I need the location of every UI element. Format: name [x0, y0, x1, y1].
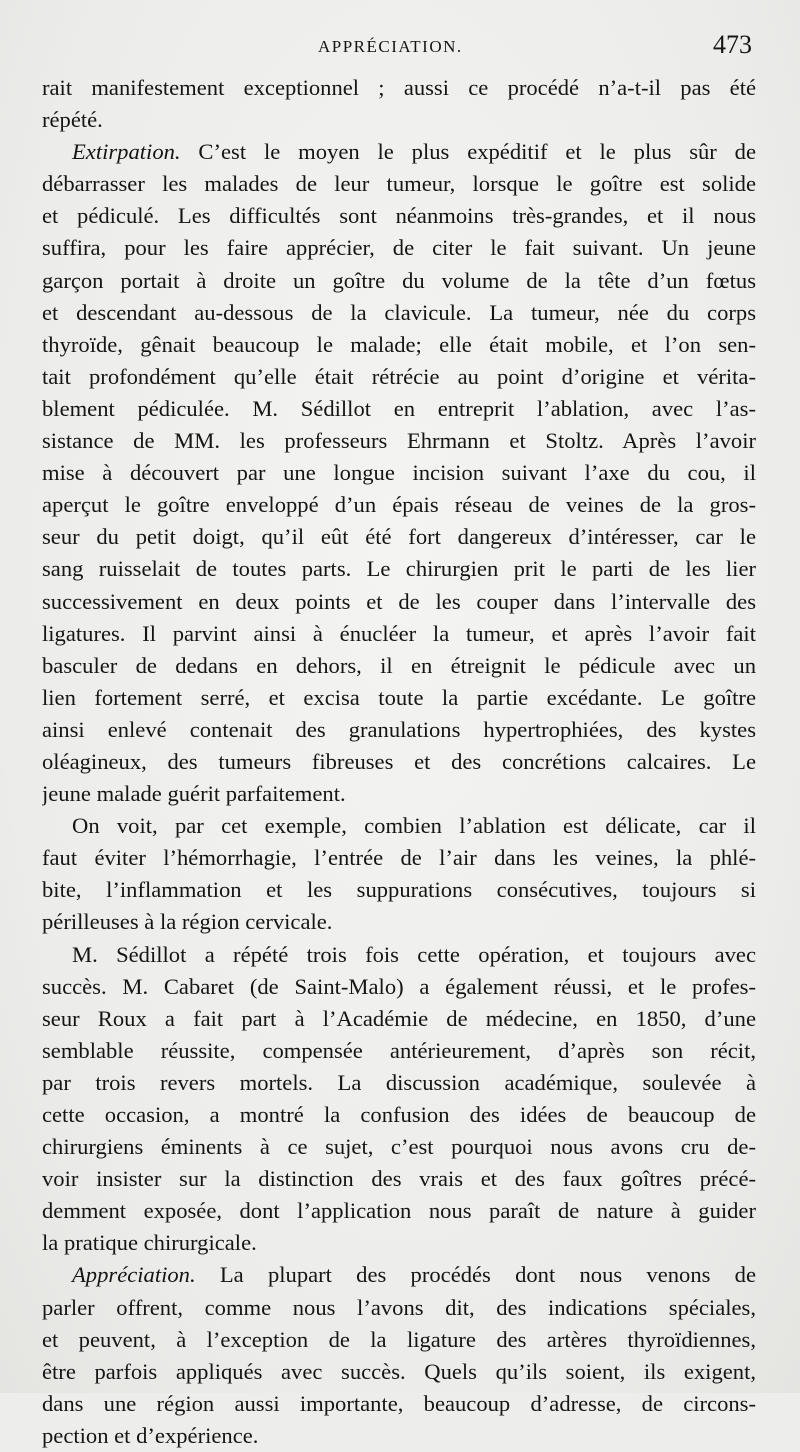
text-line [42, 72, 756, 104]
text-line [42, 1131, 756, 1163]
line-text: répété. [42, 107, 103, 133]
line-text: la pratique chirurgicale. [42, 1230, 257, 1256]
running-head [0, 30, 800, 70]
paragraph-lead: Appréciation. [72, 1262, 196, 1288]
line-text: bite, l’inflammation et les suppurations consécutives, toujours si [42, 877, 756, 903]
text-line [42, 1035, 756, 1067]
text-line [42, 553, 756, 585]
line-text: ainsi enlevé contenait des granulations hypertrophiées, des kystes [42, 716, 756, 742]
text-line [42, 1099, 756, 1131]
text-line [42, 393, 756, 425]
line-text: et pédiculé. Les difficultés sont néanmoins très-grandes, et il nous [42, 203, 756, 229]
text-line [42, 746, 756, 778]
text-line [42, 650, 756, 682]
text-line [42, 136, 756, 168]
text-line [42, 874, 756, 906]
text-line [42, 297, 756, 329]
line-text: mise à découvert par une longue incision suivant l’axe du cou, il [42, 460, 756, 486]
line-text: blement pédiculée. M. Sédillot en entreprit l’ablation, avec l’as- [42, 395, 756, 421]
text-line [42, 1003, 756, 1035]
text-line [42, 1227, 756, 1259]
line-text: seur du petit doigt, qu’il eût été fort dangereux d’intéresser, car le [42, 524, 756, 550]
text-line [42, 810, 756, 842]
text-line [42, 1195, 756, 1227]
line-text: succès. M. Cabaret (de Saint-Malo) a également réussi, et le profes- [42, 973, 756, 999]
text-line [42, 329, 756, 361]
paragraph-lead: Extirpation. [72, 139, 181, 165]
text-line [42, 1259, 756, 1291]
line-text: M. Sédillot a répété trois fois cette opération, et toujours avec [72, 941, 756, 967]
page-number: 473 [713, 30, 752, 59]
text-line [42, 457, 756, 489]
line-text: chirurgiens éminents à ce sujet, c’est pourquoi nous avons cru de- [42, 1134, 756, 1160]
line-text: semblable réussite, compensée antérieurement, d’après son récit, [42, 1037, 756, 1063]
text-line [42, 521, 756, 553]
text-line [42, 682, 756, 714]
text-line [42, 618, 756, 650]
text-line [42, 1292, 756, 1324]
line-text: pection et d’expérience. [42, 1422, 259, 1448]
line-text: voir insister sur la distinction des vrais et des faux goîtres précé- [42, 1166, 756, 1192]
line-text: dans une région aussi importante, beaucoup d’adresse, de circons- [42, 1390, 756, 1416]
line-text: garçon portait à droite un goître du volume de la tête d’un fœtus [42, 267, 756, 293]
text-line [42, 778, 756, 810]
line-text: On voit, par cet exemple, combien l’ablation est délicate, car il [72, 813, 756, 839]
line-text: cette occasion, a montré la confusion des idées de beaucoup de [42, 1102, 756, 1127]
text-line [42, 104, 756, 136]
text-line [42, 1163, 756, 1195]
line-text: aperçut le goître enveloppé d’un épais réseau de veines de la gros- [42, 492, 756, 518]
text-line [42, 939, 756, 971]
line-text: et descendant au-dessous de la clavicule. La tumeur, née du corps [42, 299, 756, 325]
line-text: successivement en deux points et de les couper dans l’intervalle des [42, 588, 756, 614]
text-line [42, 586, 756, 618]
text-line [42, 971, 756, 1003]
line-text: et peuvent, à l’exception de la ligature des artères thyroïdiennes, [42, 1326, 756, 1352]
text-line [42, 361, 756, 393]
line-text: parler offrent, comme nous l’avons dit, des indications spéciales, [42, 1294, 756, 1320]
line-text: seur Roux a fait part à l’Académie de médecine, en 1850, d’une [42, 1005, 756, 1031]
line-text: thyroïde, gênait beaucoup le malade; elle était mobile, et l’on sen- [42, 331, 756, 357]
text-line [42, 1420, 756, 1452]
text-line [42, 1356, 756, 1388]
line-text: demment exposée, dont l’application nous paraît de nature à guider [42, 1198, 756, 1224]
line-text: faut éviter l’hémorrhagie, l’entrée de l’air dans les veines, la phlé- [42, 845, 756, 871]
line-text: tait profondément qu’elle était rétrécie au point d’origine et vérita- [42, 363, 756, 389]
line-text: jeune malade guérit parfaitement. [42, 781, 346, 807]
line-text: suffira, pour les faire apprécier, de citer le fait suivant. Un jeune [42, 235, 756, 261]
text-line [42, 1324, 756, 1356]
line-text: La plupart des procédés dont nous venons de [195, 1262, 756, 1288]
text-line [42, 906, 756, 938]
text-line [42, 842, 756, 874]
line-text: ligatures. Il parvint ainsi à énucléer la tumeur, et après l’avoir fait [42, 620, 756, 646]
line-text: par trois revers mortels. La discussion académique, soulevée à [42, 1069, 756, 1095]
line-text: oléagineux, des tumeurs fibreuses et des concrétions calcaires. Le [42, 748, 756, 774]
line-text: débarrasser les malades de leur tumeur, lorsque le goître est solide [42, 171, 756, 197]
line-text: rait manifestement exceptionnel ; aussi ce procédé n’a-t-il pas été [42, 75, 756, 100]
line-text: sistance de MM. les professeurs Ehrmann et Stoltz. Après l’avoir [42, 428, 756, 454]
line-text: C’est le moyen le plus expéditif et le plus sûr de [180, 139, 756, 165]
text-line [42, 714, 756, 746]
body-text [42, 72, 756, 1452]
text-line [42, 232, 756, 264]
text-line [42, 200, 756, 232]
line-text: périlleuses à la région cervicale. [42, 909, 333, 935]
text-line [42, 1067, 756, 1099]
text-line [42, 265, 756, 297]
text-line [42, 425, 756, 457]
line-text: être parfois appliqués avec succès. Quels qu’ils soient, ils exigent, [42, 1358, 756, 1384]
text-line [42, 168, 756, 200]
text-line [42, 489, 756, 521]
line-text: basculer de dedans en dehors, il en étreignit le pédicule avec un [42, 652, 756, 678]
line-text: lien fortement serré, et excisa toute la partie excédante. Le goître [42, 684, 756, 710]
line-text: sang ruisselait de toutes parts. Le chirurgien prit le parti de les lier [42, 556, 756, 582]
running-title: APPRÉCIATION. [318, 37, 463, 56]
